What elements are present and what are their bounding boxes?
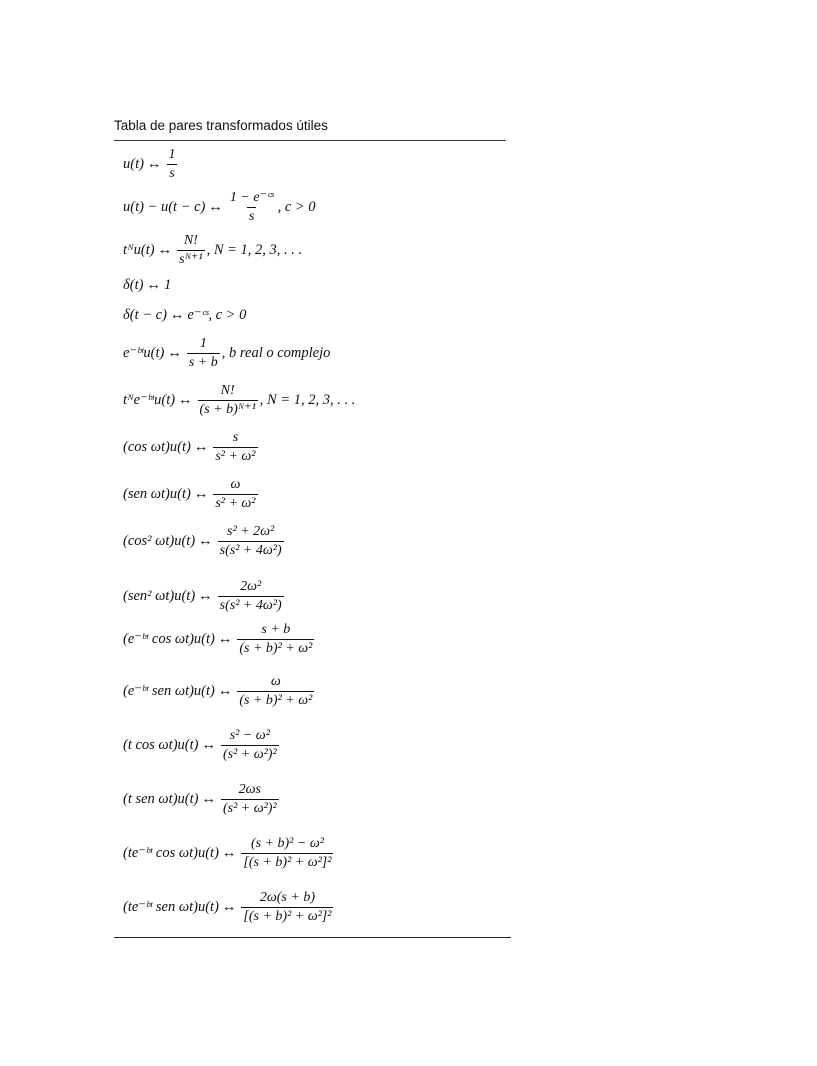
time-function: (e⁻ᵇᵗ sen ωt)u(t) [123,682,215,699]
time-function: u(t) [123,155,144,172]
time-function: (te⁻ᵇᵗ sen ωt)u(t) [123,898,219,915]
time-function: (cos² ωt)u(t) [123,532,196,549]
fraction-denominator: [(s + b)² + ω²]² [243,908,332,924]
transform-pair-row [123,779,281,819]
laplace-fraction [198,383,258,418]
fraction-denominator: sᴺ⁺¹ [179,251,203,267]
double-arrow-icon: ↔ [198,532,213,549]
laplace-value: 1 [163,276,172,293]
time-function: (sen ωt)u(t) [123,485,191,502]
transform-pair-row [123,833,335,873]
transform-pair-row [123,333,330,373]
laplace-fraction [213,477,257,512]
double-arrow-icon: ↔ [178,391,193,408]
time-function: (te⁻ᵇᵗ cos ωt)u(t) [123,844,219,861]
fraction-denominator: s [249,208,255,224]
double-arrow-icon: ↔ [217,682,233,699]
fraction-numerator: N! [220,382,235,398]
transform-pair-row [123,187,316,227]
condition-text: , N = 1, 2, 3, . . . [206,241,303,258]
double-arrow-icon: ↔ [221,844,237,861]
condition-text: , N = 1, 2, 3, . . . [259,391,356,408]
laplace-fraction [221,782,279,817]
laplace-fraction [241,836,333,871]
time-function: tᴺe⁻ᵇᵗu(t) [123,391,176,408]
laplace-fraction [177,233,204,268]
fraction-numerator: 2ω(s + b) [259,889,315,905]
fraction-numerator: s² + 2ω² [227,523,275,539]
double-arrow-icon: ↔ [193,485,209,502]
laplace-fraction [221,728,279,763]
fraction-numerator: ω [270,673,281,689]
laplace-fraction [237,674,314,709]
fraction-numerator: (s + b)² − ω² [250,835,324,851]
laplace-fraction [218,524,284,559]
fraction-denominator: [(s + b)² + ω²]² [243,854,332,870]
double-arrow-icon: ↔ [146,276,161,293]
laplace-fraction [187,336,220,371]
condition-text: , c > 0 [277,198,316,215]
fraction-numerator: 1 − e⁻ᶜˢ [229,189,274,205]
double-arrow-icon: ↔ [221,898,237,915]
time-function: (t cos ωt)u(t) [123,736,199,753]
transform-pair-row [123,144,179,184]
double-arrow-icon: ↔ [208,198,223,215]
fraction-numerator: 2ωs [238,781,261,797]
fraction-numerator: s² − ω² [229,727,270,743]
transform-pair-row [123,887,335,927]
transform-pair-row [123,230,302,270]
time-function: e⁻ᵇᵗu(t) [123,344,165,361]
laplace-fraction [218,579,284,614]
fraction-numerator: s [232,429,239,445]
fraction-denominator: (s + b)ᴺ⁺¹ [199,401,256,417]
top-divider [114,140,506,141]
time-function: u(t) − u(t − c) [123,198,206,215]
fraction-denominator: (s² + ω²)² [222,746,277,762]
fraction-numerator: 1 [199,335,207,351]
fraction-numerator: s + b [261,621,291,637]
double-arrow-icon: ↔ [198,587,213,604]
transform-pair-row [123,474,260,514]
double-arrow-icon: ↔ [157,241,173,258]
laplace-fraction [241,890,333,925]
fraction-denominator: s² + ω² [215,448,256,464]
fraction-numerator: N! [183,232,198,248]
double-arrow-icon: ↔ [146,155,162,172]
time-function: tᴺu(t) [123,241,155,258]
transform-pair-row [123,380,355,420]
fraction-numerator: 2ω² [240,578,262,594]
transform-pair-row [123,521,286,561]
time-function: (e⁻ᵇᵗ cos ωt)u(t) [123,630,215,647]
fraction-denominator: (s + b)² + ω² [239,640,313,656]
fraction-numerator: ω [230,476,241,492]
laplace-fraction [166,147,177,182]
transform-pair-row [123,725,281,765]
double-arrow-icon: ↔ [201,736,216,753]
transform-pair-row [123,576,286,616]
condition-text: , b real o complejo [221,344,331,361]
laplace-fraction [228,190,276,225]
time-function: δ(t) [123,276,144,293]
transform-pair-row [123,619,316,659]
fraction-denominator: (s + b)² + ω² [239,692,313,708]
fraction-denominator: s(s² + 4ω²) [219,597,282,613]
fraction-denominator: s² + ω² [215,495,256,511]
double-arrow-icon: ↔ [167,344,182,361]
fraction-numerator: 1 [168,146,176,162]
time-function: δ(t − c) [123,306,167,323]
fraction-denominator: s(s² + 4ω²) [219,542,282,558]
double-arrow-icon: ↔ [201,790,216,807]
time-function: (t sen ωt)u(t) [123,790,199,807]
double-arrow-icon: ↔ [217,630,233,647]
fraction-denominator: s + b [188,354,218,370]
double-arrow-icon: ↔ [193,438,209,455]
fraction-denominator: s [169,165,175,181]
transform-pair-row [123,295,246,335]
fraction-denominator: (s² + ω²)² [222,800,277,816]
transform-pair-row [123,671,316,711]
page-title: Tabla de pares transformados útiles [114,118,328,133]
time-function: (sen² ωt)u(t) [123,587,196,604]
double-arrow-icon: ↔ [169,306,185,323]
transform-pair-row [123,427,260,467]
laplace-fraction [213,430,257,465]
laplace-fraction [237,622,314,657]
laplace-value: e⁻ᶜˢ, c > 0 [187,306,247,323]
bottom-divider [114,937,511,938]
time-function: (cos ωt)u(t) [123,438,191,455]
